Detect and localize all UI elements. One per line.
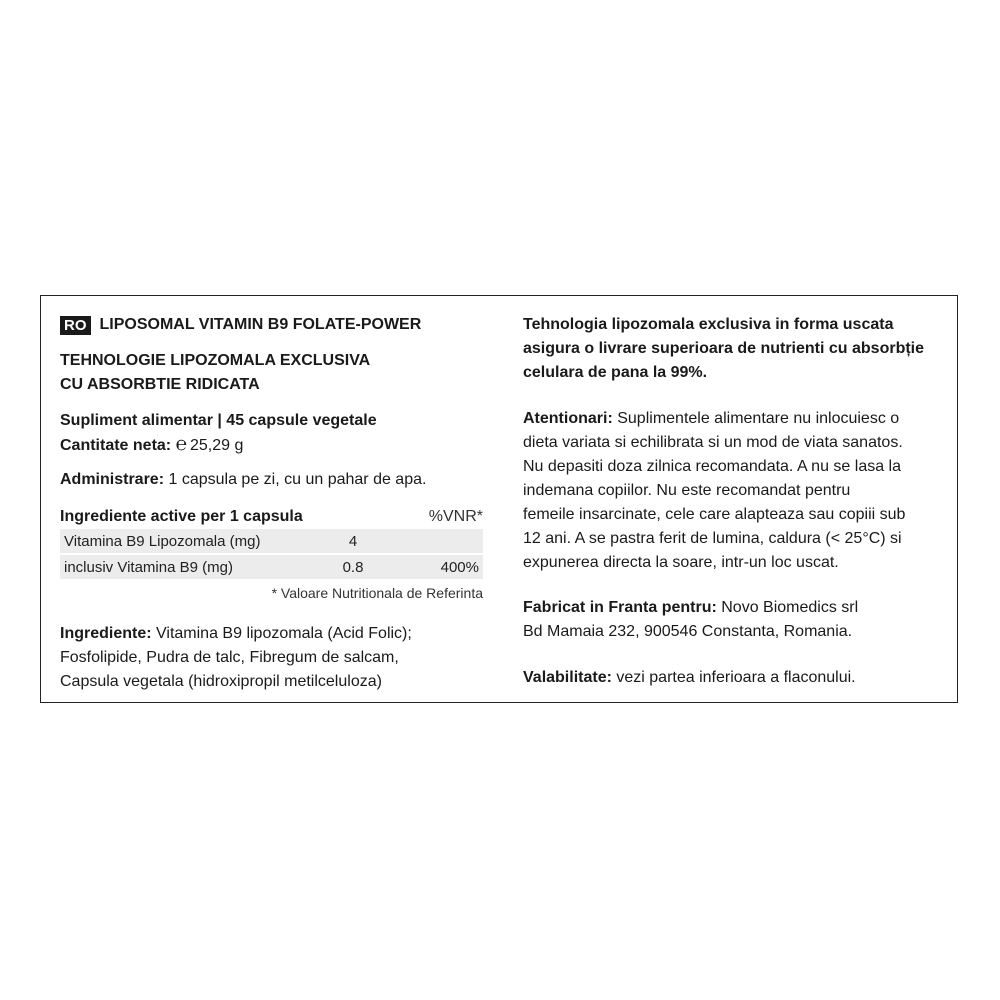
nutrition-header-vnr: %VNR* [428,508,483,525]
product-label [40,295,958,703]
warnings-line: expunerea directa la soare, intr-un loc uscat. [523,554,839,571]
warnings-line: dieta variata si echilibrata si un mod de viata sanatos. [523,434,903,451]
intro-line: asigura o livrare superioara de nutrienti cu absorbție [523,340,925,357]
warnings-line: Nu depasiti doza zilnica recomandata. A nu se lasa la [523,458,902,475]
warnings-line [523,407,905,431]
supplement-info [60,409,377,458]
table-row [60,553,483,579]
table-row [60,529,483,553]
ingredients-line [60,622,412,646]
net-quantity-value: 25,29 g [189,437,244,454]
validity-label: Valabilitate: [523,669,612,686]
warnings [523,407,905,575]
estimated-sign-icon: ℮ [175,434,187,455]
nutrient-vnr: 400% [440,558,479,576]
ingredients-line: Fosfolipide, Pudra de talc, Fibregum de salcam, [60,649,399,666]
manufacturer-address: Bd Mamaia 232, 900546 Constanta, Romania. [523,623,853,640]
subtitle-line: TEHNOLOGIE LIPOZOMALA EXCLUSIVA [60,352,371,369]
product-title-row [60,313,421,337]
manufacturer-label: Fabricat in Franta pentru: [523,599,717,616]
net-quantity-label: Cantitate neta: [60,437,172,454]
product-name: LIPOSOMAL VITAMIN B9 FOLATE-POWER [99,316,422,333]
nutrient-value: 4 [348,532,358,550]
validity-text: vezi partea inferioara a flaconului. [616,669,856,686]
vnr-footnote: * Valoare Nutritionala de Referinta [271,585,483,601]
language-badge: RO [60,316,91,335]
administration-label: Administrare: [60,471,165,488]
warnings-line: femeile insarcinate, cele care alapteaza sau copiii sub [523,506,906,523]
validity [523,666,856,690]
warnings-line: indemana copiilor. Nu este recomandat pentru [523,482,851,499]
warnings-text: Suplimentele alimentare nu inlocuiesc o [617,410,900,427]
nutrition-table-header [60,505,483,529]
supplement-line: Supliment alimentar | 45 capsule vegetale [60,412,377,429]
administration [60,468,426,492]
nutrition-header-label: Ingrediente active per 1 capsula [60,508,303,525]
net-quantity [60,433,377,458]
manufacturer-line [523,596,858,620]
subtitle [60,349,370,397]
nutrient-name: Vitamina B9 Lipozomala (mg) [64,532,261,550]
ingredients [60,622,412,694]
intro-line: Tehnologia lipozomala exclusiva in forma uscata [523,316,894,333]
ingredients-line: Capsula vegetala (hidroxipropil metilceluloza) [60,673,382,690]
nutrition-table [60,505,483,605]
nutrient-name: inclusiv Vitamina B9 (mg) [64,558,233,576]
administration-text: 1 capsula pe zi, cu un pahar de apa. [168,471,427,488]
nutrient-value: 0.8 [342,558,364,576]
manufacturer-name: Novo Biomedics srl [721,599,859,616]
subtitle-line: CU ABSORBTIE RIDICATA [60,376,260,393]
intro-line: celulara de pana la 99%. [523,364,708,381]
ingredients-text: Vitamina B9 lipozomala (Acid Folic); [156,625,412,642]
warnings-label: Atentionari: [523,410,613,427]
warnings-line: 12 ani. A se pastra ferit de lumina, caldura (< 25°C) si [523,530,902,547]
intro [523,313,924,385]
manufacturer [523,596,858,644]
ingredients-label: Ingrediente: [60,625,152,642]
